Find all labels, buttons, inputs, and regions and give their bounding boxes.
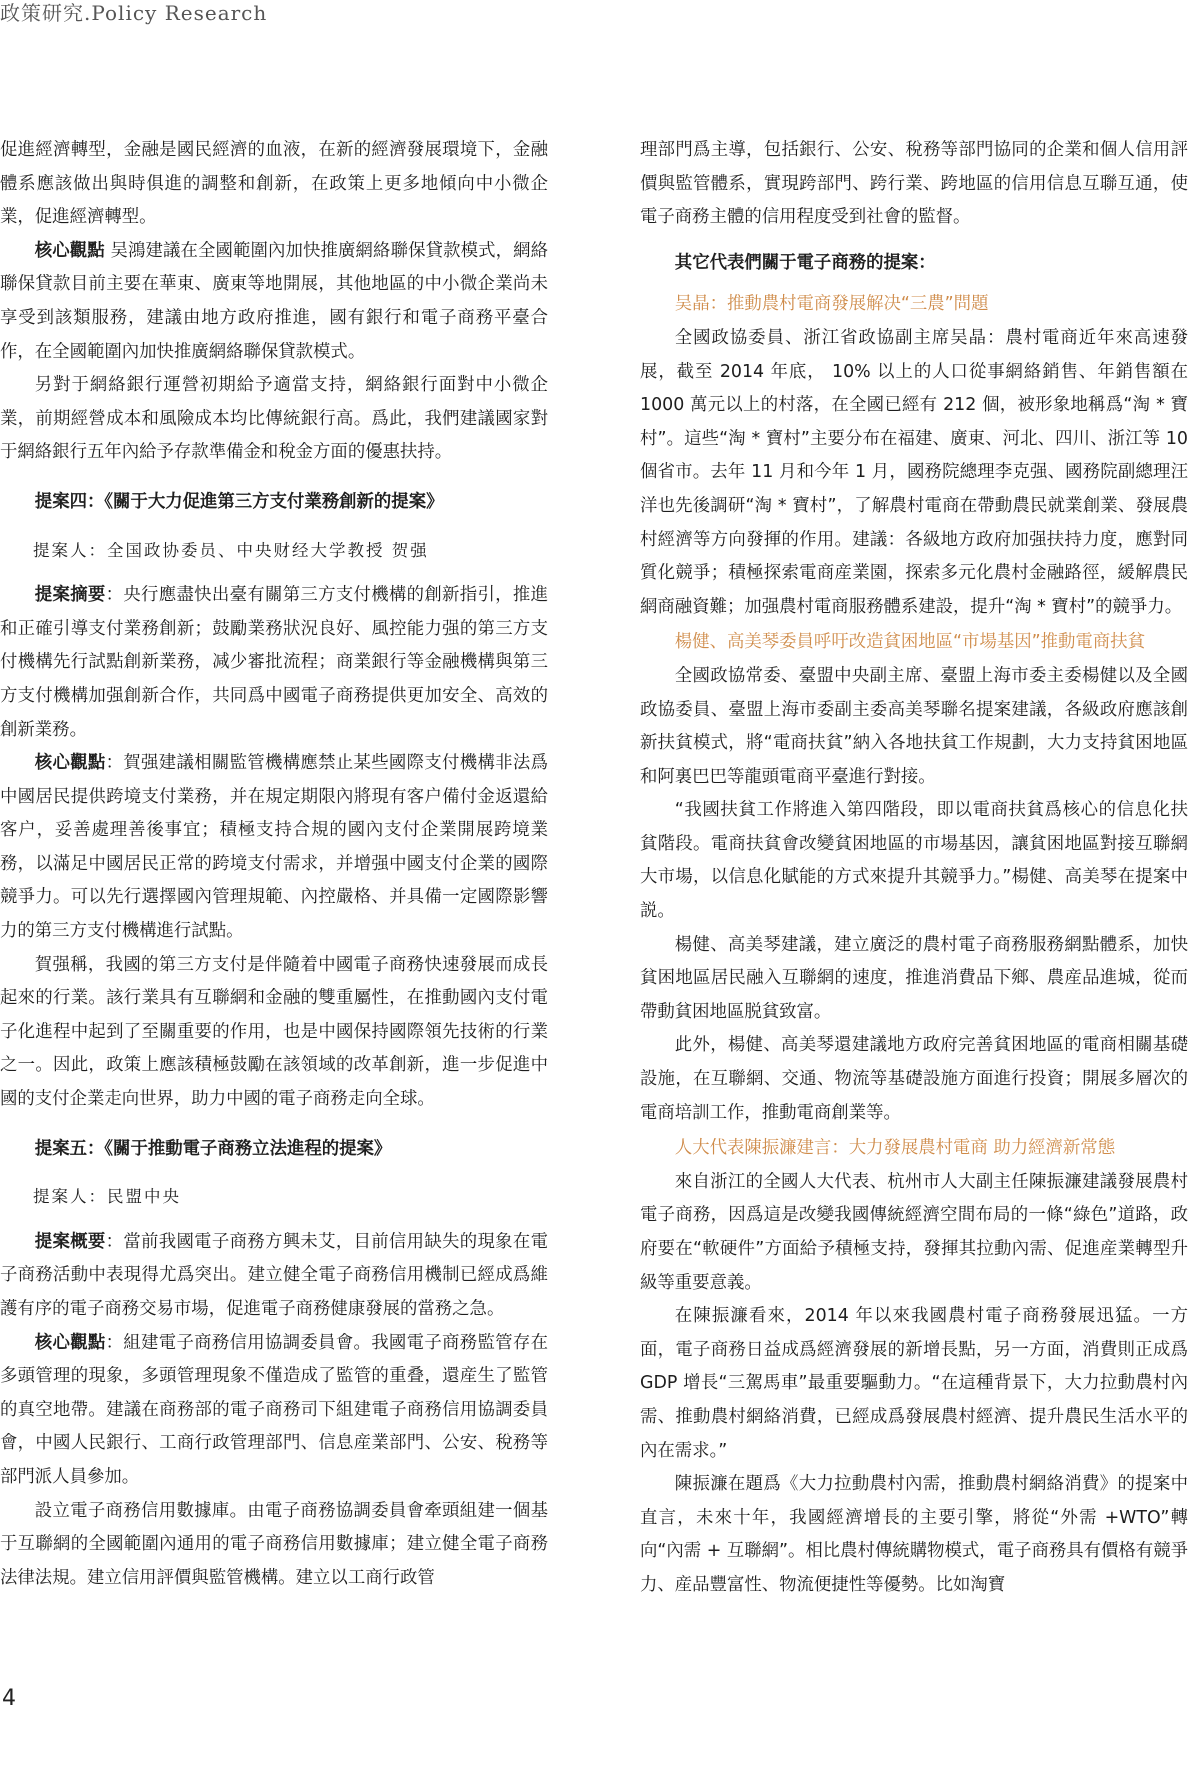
page-number: 4 xyxy=(2,1686,16,1711)
paragraph: 楊健、高美琴建議，建立廣泛的農村電子商務服務網點體系，加快貧困地區居民融入互聯網的速度，推進消費品下鄉、農産品進城，從而帶動貧困地區脱貧致富。 xyxy=(640,934,1188,1022)
paragraph-text: 組建電子商務信用協調委員會。我國電子商務監管存在多頭管理的現象，多頭管理現象不僅造成了監管的重叠，還産生了監管的真空地帶。建議在商務部的電子商務司下組建電子商務信用協調委員會，中國人民銀行、工商行政管理部門、信息産業部門、公安、稅務等部門派人員參加。 xyxy=(0,1332,548,1487)
section-heading: 提案四：《關于大力促進第三方支付業務創新的提案》 xyxy=(34,491,444,512)
label: 核心觀點 xyxy=(34,1332,106,1353)
paragraph: 在陳振濂看來，2014 年以來我國農村電子商務發展迅猛。一方面，電子商務日益成爲經濟發展的新增長點，另一方面，消費則正成爲 GDP 增長“三駕馬車”最重要驅動力。“在這種背景下，大力拉動農村內需、推動農村網絡消費，已經成爲發展農村經濟、提升農民生活水平的內在需求。” xyxy=(640,1306,1188,1461)
proposer-line: 提案人：民盟中央 xyxy=(33,1187,181,1207)
section-heading: 其它代表們關于電子商務的提案： xyxy=(674,252,936,273)
paragraph: 核心觀點：組建電子商務信用協調委員會。我國電子商務監管存在多頭管理的現象，多頭管理現象不僅造成了監管的重叠，還産生了監管的真空地帶。建議在商務部的電子商務司下組建電子商務信用協調委員會，中國人民銀行、工商行政管理部門、信息産業部門、公安、稅務等部門派人員參加。 xyxy=(0,1332,548,1487)
sub-heading: 人大代表陳振濂建言：大力發展農村電商 助力經濟新常態 xyxy=(674,1138,1116,1159)
paragraph: 來自浙江的全國人大代表、杭州市人大副主任陳振濂建議發展農村電子商務，因爲這是改變我國傳統經濟空間布局的一條“綠色”道路，政府要在“軟硬件”方面給予積極支持，發揮其拉動內需、促進産業轉型升級等重要意義。 xyxy=(640,1171,1188,1293)
left-column xyxy=(0,134,548,1595)
paragraph: 全國政協常委、臺盟中央副主席、臺盟上海市委主委楊健以及全國政協委員、臺盟上海市委副主委高美琴聯名提案建議，各級政府應該創新扶貧模式，將“電商扶貧”納入各地扶貧工作規劃，大力支持貧困地區和阿裏巴巴等龍頭電商平臺進行對接。 xyxy=(640,665,1188,787)
section-heading: 提案五：《關于推動電子商務立法進程的提案》 xyxy=(34,1138,392,1159)
label: 核心觀點 xyxy=(34,240,105,261)
paragraph: 此外，楊健、高美琴還建議地方政府完善貧困地區的電商相關基礎設施，在互聯網、交通、物流等基礎設施方面進行投資；開展多層次的電商培訓工作，推動電商創業等。 xyxy=(640,1035,1188,1123)
right-column xyxy=(640,134,1188,1603)
label: 核心觀點 xyxy=(34,753,106,774)
paragraph: 促進經濟轉型，金融是國民經濟的血液，在新的經濟發展環境下，金融體系應該做出與時俱進的調整和創新，在政策上更多地傾向中小微企業，促進經濟轉型。 xyxy=(0,140,548,228)
paragraph: “我國扶貧工作將進入第四階段，即以電商扶貧爲核心的信息化扶貧階段。電商扶貧會改變貧困地區的市場基因，讓貧困地區對接互聯網大市場，以信息化賦能的方式來提升其競爭力。”楊健、高美琴在提案中説。 xyxy=(640,800,1188,922)
paragraph-text: 吴鴻建議在全國範圍內加快推廣網絡聯保貸款模式，網絡聯保貸款目前主要在華東、廣東等地開展，其他地區的中小微企業尚未享受到該類服務，建議由地方政府推進，國有銀行和電子商務平臺合作，在全國範圍內加快推廣網絡聯保貸款模式。 xyxy=(0,240,548,362)
sub-heading: 吴晶：推動農村電商發展解决“三農”問題 xyxy=(674,294,989,315)
paragraph: 提案摘要：央行應盡快出臺有關第三方支付機構的創新指引，推進和正確引導支付業務創新；鼓勵業務狀況良好、風控能力强的第三方支付機構先行試點創新業務，减少審批流程；商業銀行等金融機構與第三方支付機構加强創新合作，共同爲中國電子商務提供更加安全、高效的創新業務。 xyxy=(0,585,548,740)
label: 提案摘要 xyxy=(34,585,106,606)
label: 提案概要 xyxy=(34,1231,106,1252)
paragraph: 全國政協委員、浙江省政協副主席吴晶：農村電商近年來高速發展，截至 2014 年底， 10% 以上的人口從事網絡銷售、年銷售額在 1000 萬元以上的村落，在全國已經有 212 個，被形象地稱爲“淘 * 寶村”。這些“淘 * 寶村”主要分布在福建、廣東、河北、四川、浙江等 10 個省市。去年 11 月和今年 1 月，國務院總理李克强、國務院副總理汪洋也先後調研“淘 * 寶村”，了解農村電商在帶動農民就業創業、發展農村經濟等方向發揮的作用。建議：各級地方政府加强扶持力度，應對同質化競爭；積極探索電商産業園，探索多元化農村金融路徑，緩解農民網商融資難；加强農村電商服務體系建設，提升“淘 * 寶村”的競爭力。 xyxy=(640,327,1188,617)
paragraph xyxy=(0,235,548,369)
paragraph: 賀强稱，我國的第三方支付是伴隨着中國電子商務快速發展而成長起來的行業。該行業具有互聯網和金融的雙重屬性，在推動國內支付電子化進程中起到了至關重要的作用，也是中國保持國際領先技術的行業之一。因此，政策上應該積極鼓勵在該領域的改革創新，進一步促進中國的支付企業走向世界，助力中國的電子商務走向全球。 xyxy=(0,954,548,1110)
sub-heading: 楊健、高美琴委員呼吁改造貧困地區“市場基因”推動電商扶貧 xyxy=(674,632,1145,653)
running-header: 政策研究.Policy Research xyxy=(0,1,268,25)
paragraph: 設立電子商務信用數據庫。由電子商務協調委員會牽頭組建一個基于互聯網的全國範圍內通用的電子商務信用數據庫；建立健全電子商務法律法規。建立信用評價與監管機構。建立以工商行政管 xyxy=(0,1500,548,1588)
paragraph-text: 央行應盡快出臺有關第三方支付機構的創新指引，推進和正確引導支付業務創新；鼓勵業務狀況良好、風控能力强的第三方支付機構先行試點創新業務，减少審批流程；商業銀行等金融機構與第三方支付機構加强創新合作，共同爲中國電子商務提供更加安全、高效的創新業務。 xyxy=(0,585,548,740)
paragraph-text: 當前我國電子商務方興未艾，目前信用缺失的現象在電子商務活動中表現得尤爲突出。建立健全電子商務信用機制已經成爲維護有序的電子商務交易市場，促進電子商務健康發展的當務之急。 xyxy=(0,1231,548,1319)
paragraph-text: 賀强建議相關監管機構應禁止某些國際支付機構非法爲中國居民提供跨境支付業務，并在規定期限內將現有客户備付金返還給客户，妥善處理善後事宜；積極支持合規的國內支付企業開展跨境業務，以滿足中國居民正常的跨境支付需求，并增强中國支付企業的國際競爭力。可以先行選擇國內管理規範、內控嚴格、并具備一定國際影響力的第三方支付機構進行試點。 xyxy=(0,753,548,942)
paragraph: 核心觀點：賀强建議相關監管機構應禁止某些國際支付機構非法爲中國居民提供跨境支付業務，并在規定期限內將現有客户備付金返還給客户，妥善處理善後事宜；積極支持合規的國內支付企業開展跨境業務，以滿足中國居民正常的跨境支付需求，并增强中國支付企業的國際競爭力。可以先行選擇國內管理規範、內控嚴格、并具備一定國際影響力的第三方支付機構進行試點。 xyxy=(0,753,548,942)
paragraph: 理部門爲主導，包括銀行、公安、稅務等部門協同的企業和個人信用評價與監管體系，實現跨部門、跨行業、跨地區的信用信息互聯互通，使電子商務主體的信用程度受到社會的監督。 xyxy=(640,140,1188,228)
proposer-line: 提案人：全国政协委员、中央财经大学教授 贺强 xyxy=(33,540,429,560)
paragraph: 另對于網絡銀行運營初期給予適當支持，網絡銀行面對中小微企業，前期經營成本和風險成本均比傳統銀行高。爲此，我們建議國家對于網絡銀行五年內給予存款準備金和稅金方面的優惠扶持。 xyxy=(0,375,548,463)
paragraph: 陳振濂在題爲《大力拉動農村內需，推動農村網絡消費》的提案中直言，未來十年，我國經濟增長的主要引擎，將從“外需 +WTO”轉向“內需 + 互聯網”。相比農村傳統購物模式，電子商務具有價格有競爭力、産品豐富性、物流便捷性等優勢。比如淘寶 xyxy=(640,1474,1188,1595)
paragraph: 提案概要：當前我國電子商務方興未艾，目前信用缺失的現象在電子商務活動中表現得尤爲突出。建立健全電子商務信用機制已經成爲維護有序的電子商務交易市場，促進電子商務健康發展的當務之急。 xyxy=(0,1231,548,1319)
